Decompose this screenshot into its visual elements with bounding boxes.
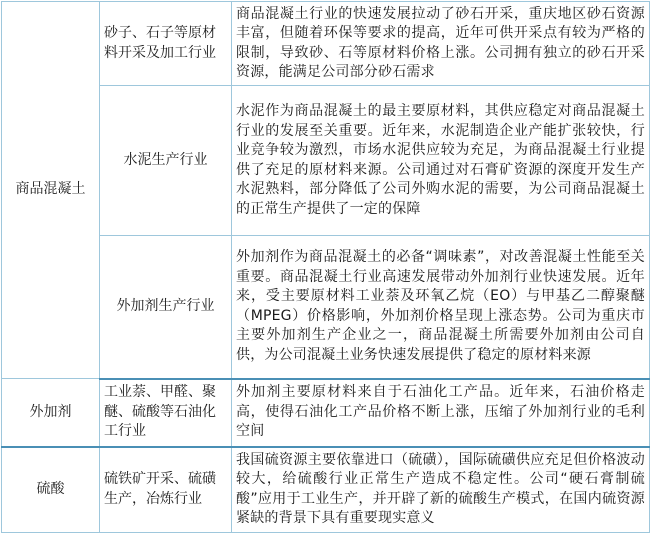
sub-industry-cell: 外加剂生产行业 (100, 236, 232, 379)
category-cell: 外加剂 (2, 379, 100, 447)
table-row (2, 86, 650, 236)
table-row (2, 236, 650, 379)
description-cell: 外加剂主要原材料来自于石油化工产品。近年来，石油价格走高，使得石油化工产品价格不断上涨，压缩了外加剂行业的毛利空间 (232, 379, 650, 447)
sub-industry-cell: 工业萘、甲醛、聚醚、硫酸等石油化工行业 (100, 379, 232, 447)
table-row (2, 379, 650, 447)
description-cell: 外加剂作为商品混凝土的必备“调味素”，对改善混凝土性能至关重要。商品混凝土行业高速发展带动外加剂行业快速发展。近年来，受主要原材料工业萘及环氧乙烷（EO）与甲基乙二醇聚醚（MPEG）价格影响，外加剂价格呈现上涨态势。公司为重庆市主要外加剂生产企业之一，商品混凝土所需要外加剂由公司自供，为公司混凝土业务快速发展提供了稳定的原材料来源 (232, 236, 650, 379)
description-cell: 商品混凝土行业的快速发展拉动了砂石开采，重庆地区砂石资源丰富，但随着环保等要求的提高，近年可供开采点有较为严格的限制，导致砂、石等原材料价格上涨。公司拥有独立的砂石开采资源，能满足公司部分砂石需求 (232, 2, 650, 86)
sub-industry-cell: 硫铁矿开采、硫磺生产，冶炼行业 (100, 447, 232, 533)
category-cell: 硫酸 (2, 447, 100, 533)
description-cell: 水泥作为商品混凝土的最主要原材料，其供应稳定对商品混凝土行业的发展至关重要。近年来，水泥制造企业产能扩张较快，行业竞争较为激烈，市场水泥供应较为充足，为商品混凝土行业提供了充足的原材料来源。公司通过对石膏矿资源的深度开发生产水泥熟料，部分降低了公司外购水泥的需要，为公司商品混凝土的正常生产提供了一定的保障 (232, 86, 650, 236)
category-cell: 商品混凝土 (2, 2, 100, 379)
table-row (2, 447, 650, 533)
industry-chain-table (1, 1, 650, 533)
sub-industry-cell: 水泥生产行业 (100, 86, 232, 236)
description-cell: 我国硫资源主要依靠进口（硫磺），国际硫磺供应充足但价格波动较大，给硫酸行业正常生产造成不稳定性。公司“硬石膏制硫酸”应用于工业生产，并开辟了新的硫酸生产模式，在国内硫资源紧缺的背景下具有重要现实意义 (232, 447, 650, 533)
table-row (2, 2, 650, 86)
sub-industry-cell: 砂子、石子等原材料开采及加工行业 (100, 2, 232, 86)
